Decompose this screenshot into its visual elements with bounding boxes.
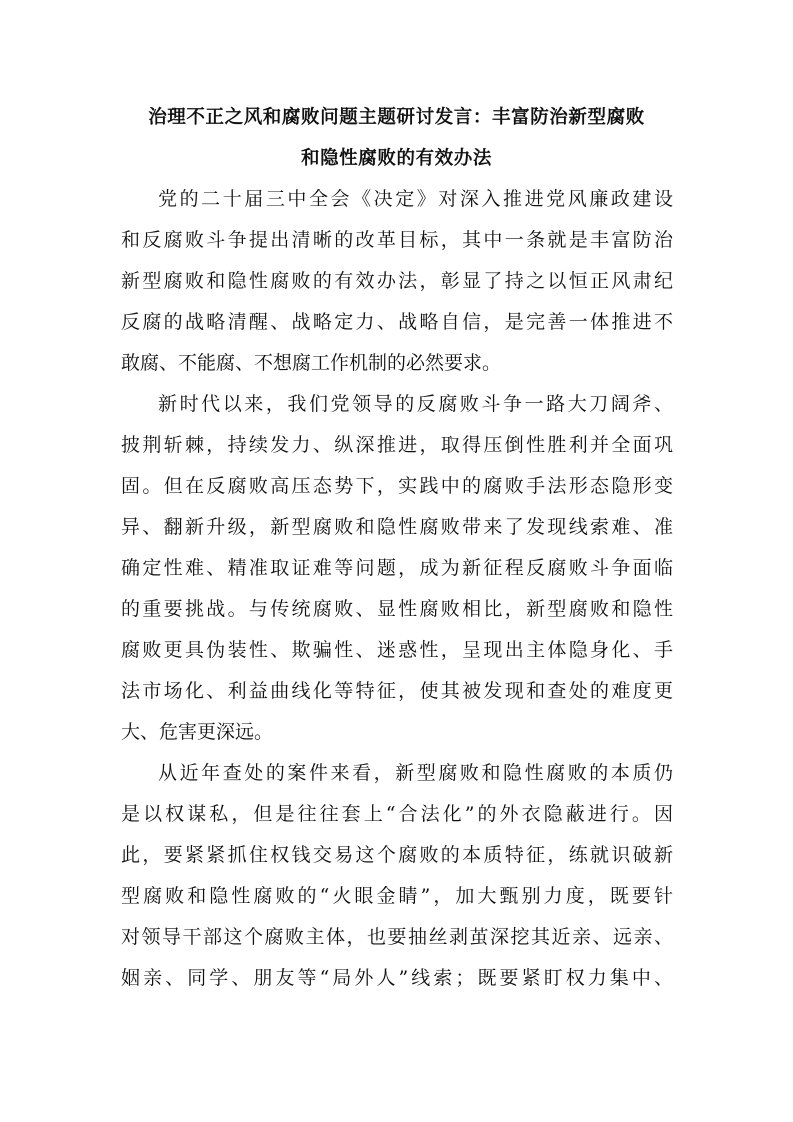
paragraph-2-line-1: 新时代以来，我们党领导的反腐败斗争一路大刀阔斧、 — [158, 393, 673, 415]
paragraph-3-line-6: 姻亲、同学、朋友等“局外人”线索；既要紧盯权力集中、 — [121, 967, 673, 989]
paragraph-2-line-4: 异、翻新升级，新型腐败和隐性腐败带来了发现线索难、准 — [121, 516, 673, 538]
paragraph-2-line-8: 法市场化、利益曲线化等特征，使其被发现和查处的难度更 — [121, 680, 673, 702]
paragraph-3-line-1: 从近年查处的案件来看，新型腐败和隐性腐败的本质仍 — [158, 762, 673, 784]
document-title-line-2: 和隐性腐败的有效办法 — [300, 148, 492, 169]
paragraph-1-line-2: 和反腐败斗争提出清晰的改革目标，其中一条就是丰富防治 — [121, 229, 673, 251]
paragraph-2-line-6: 的重要挑战。与传统腐败、显性腐败相比，新型腐败和隐性 — [121, 598, 673, 620]
paragraph-3-line-2: 是以权谋私，但是往往套上“合法化”的外衣隐蔽进行。因 — [121, 803, 673, 825]
paragraph-3-line-5: 对领导干部这个腐败主体，也要抽丝剥茧深挖其近亲、远亲、 — [121, 926, 673, 948]
paragraph-2-line-2: 披荆斩棘，持续发力、纵深推进，取得压倒性胜利并全面巩 — [121, 434, 673, 456]
paragraph-2-line-5: 确定性难、精准取证难等问题，成为新征程反腐败斗争面临 — [121, 557, 673, 579]
paragraph-1-line-1: 党的二十届三中全会《决定》对深入推进党风廉政建设 — [158, 188, 673, 210]
paragraph-1-line-5: 敢腐、不能腐、不想腐工作机制的必然要求。 — [121, 352, 502, 374]
paragraph-3-line-4: 型腐败和隐性腐败的“火眼金睛”，加大甄别力度，既要针 — [121, 885, 673, 907]
document-title-line-1: 治理不正之风和腐败问题主题研讨发言：丰富防治新型腐败 — [148, 107, 645, 128]
paragraph-2-line-7: 腐败更具伪装性、欺骗性、迷惑性，呈现出主体隐身化、手 — [121, 639, 673, 661]
paragraph-1-line-4: 反腐的战略清醒、战略定力、战略自信，是完善一体推进不 — [121, 311, 673, 333]
paragraph-3-line-3: 此，要紧紧抓住权钱交易这个腐败的本质特征，练就识破新 — [121, 844, 673, 866]
paragraph-2-line-9: 大、危害更深远。 — [121, 721, 274, 743]
paragraph-1-line-3: 新型腐败和隐性腐败的有效办法，彰显了持之以恒正风肃纪 — [121, 270, 673, 292]
paragraph-2-line-3: 固。但在反腐败高压态势下，实践中的腐败手法形态隐形变 — [121, 475, 673, 497]
